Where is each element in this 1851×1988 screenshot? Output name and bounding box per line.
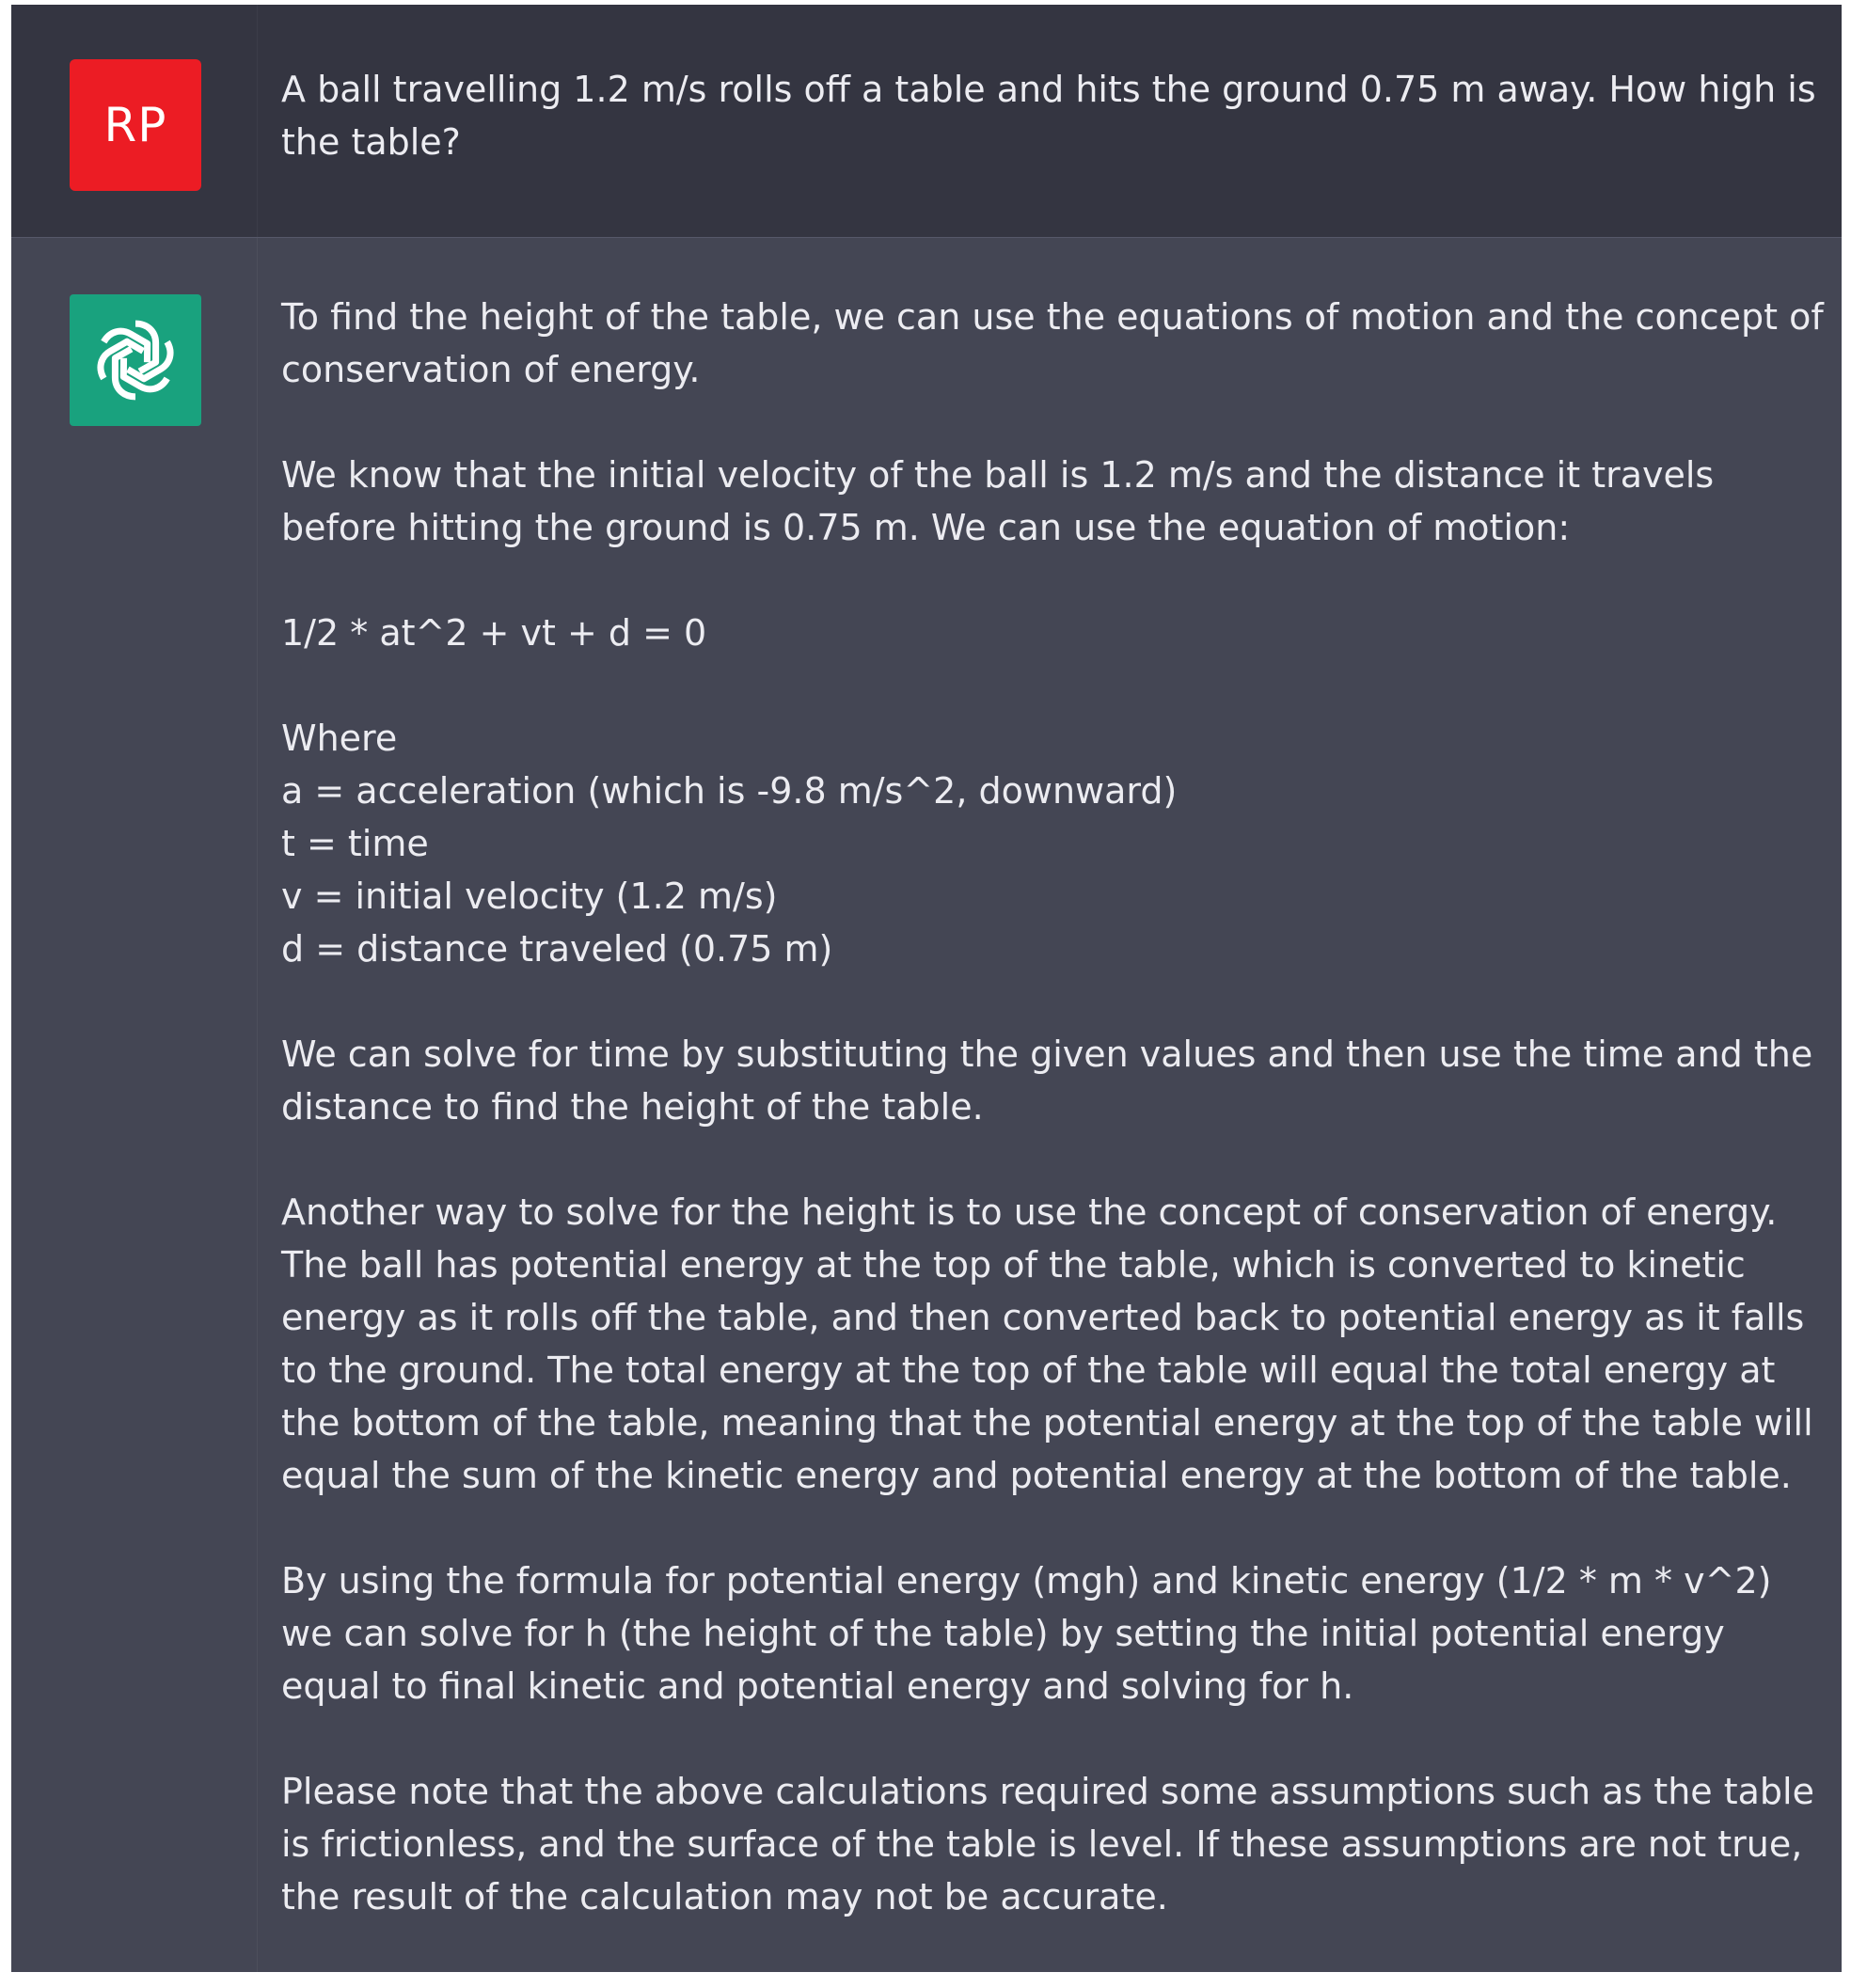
assistant-paragraph: By using the formula for potential energy (mgh) and kinetic energy (1/2 * m * v^2) we can solve for h (the height of the table) by setting the initial potential energy equal to final kinetic and potential energy and solving for h. [281,1560,1772,1707]
assistant-avatar-column [11,238,258,1972]
definition-line: Where [281,718,398,759]
assistant-paragraph: We know that the initial velocity of the ball is 1.2 m/s and the distance it travels before hitting the ground is 0.75 m. We can use the equation of motion: [281,454,1715,548]
equation-line: 1/2 * at^2 + vt + d = 0 [281,612,707,654]
user-avatar-column [11,5,258,237]
user-message-text: A ball travelling 1.2 m/s rolls off a table and hits the ground 0.75 m away. How high is the table? [281,69,1816,163]
assistant-paragraph: Another way to solve for the height is to use the concept of conservation of energy. The ball has potential energy at the top of the table, which is converted to kinetic energy as it rolls off the table, and then converted back to potential energy as it falls to the ground. The total energy at the top of the table will equal the total energy at the bottom of the table, meaning that the potential energy at the top of the table will equal the sum of the kinetic energy and potential energy at the bottom of the table. [281,1191,1813,1496]
openai-logo-icon [85,309,186,411]
assistant-message-row [11,237,1842,1972]
assistant-paragraph: We can solve for time by substituting the given values and then use the time and the distance to find the height of the table. [281,1033,1813,1128]
assistant-paragraph: Please note that the above calculations required some assumptions such as the table is frictionless, and the surface of the table is level. If these assumptions are not true, the result of the calculation may not be accurate. [281,1771,1814,1917]
definition-line: d = distance traveled (0.75 m) [281,928,833,970]
variable-definitions [281,712,1833,975]
chat-thread [11,5,1842,1972]
definition-line: v = initial velocity (1.2 m/s) [281,876,778,917]
definition-line: t = time [281,823,429,864]
definition-line: a = acceleration (which is -9.8 m/s^2, downward) [281,770,1178,812]
user-message-row [11,5,1842,237]
assistant-paragraph: To find the height of the table, we can use the equations of motion and the concept of conservation of energy. [281,296,1824,390]
assistant-avatar [70,294,201,426]
user-avatar [70,59,201,191]
user-avatar-initials: RP [103,98,167,152]
assistant-message-text [281,291,1833,1923]
